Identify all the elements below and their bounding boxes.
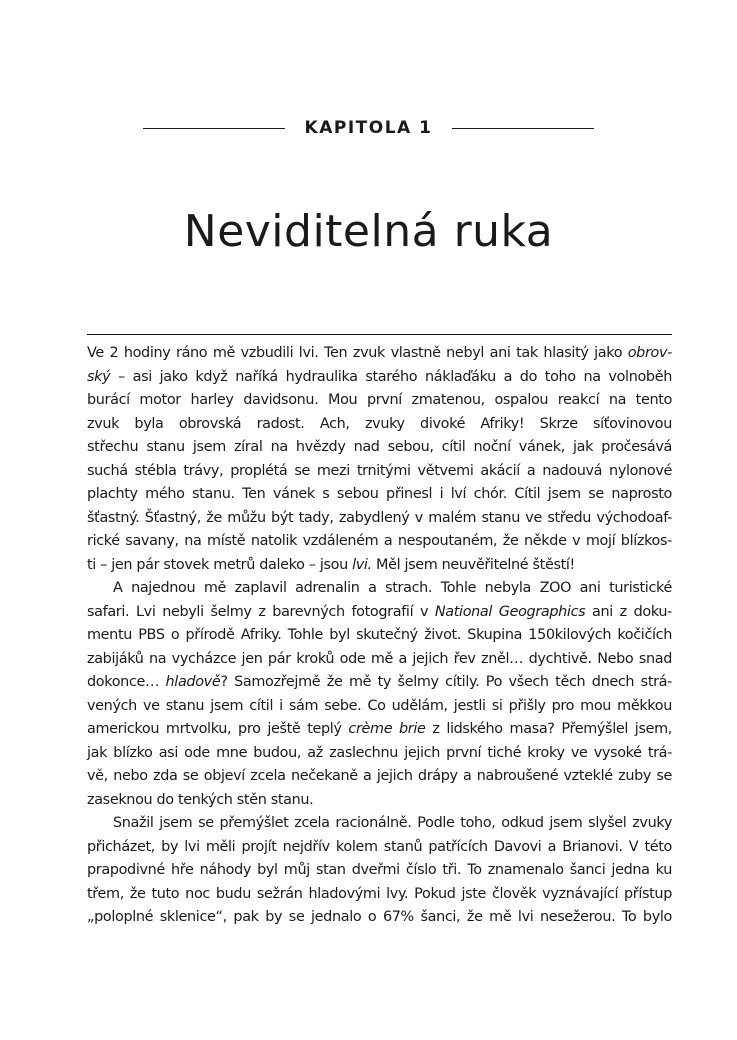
italic-text: National Geographics <box>434 603 586 620</box>
paragraph <box>87 342 672 577</box>
text-line <box>87 718 672 742</box>
text-segment: zaseknou do tenkých stěn stanu. <box>87 791 314 808</box>
chapter-label: KAPITOLA 1 <box>304 118 433 138</box>
text-segment: „poloplné sklenice“, pak by se jednalo o 67% šanci, že mě lvi nesežerou. To bylo <box>87 909 672 925</box>
text-segment: Měl jsem neuvěřitelné štěstí! <box>371 556 575 573</box>
text-segment: safari. Lvi nebyli šelmy z barevných fotografií v <box>87 603 435 620</box>
text-segment: Snažil jsem se přemýšlet zcela racionálně. Podle toho, odkud jsem slyšel zvuky <box>113 815 672 831</box>
text-line <box>87 812 672 836</box>
chapter-header <box>0 117 737 139</box>
text-line <box>87 883 672 907</box>
text-line <box>87 765 672 789</box>
chapter-title: Neviditelná ruka <box>183 206 554 257</box>
text-segment: vě, nebo zda se objeví zcela nečekaně a jejich drápy a nabroušené vzteklé zuby se <box>87 768 672 784</box>
text-line <box>87 460 672 484</box>
body-text <box>87 342 672 930</box>
text-segment: z lidského masa? Přemýšlel jsem, <box>425 721 672 737</box>
paragraph <box>87 812 672 930</box>
text-segment: prapodivné hře náhody byl můj stan dveřmi číslo tři. To znamenalo šanci jedna ku <box>87 862 672 878</box>
text-segment: šťastný. Šťastný, že můžu být tady, zabydlený v malém stanu ve středu východoaf- <box>87 509 672 526</box>
text-line <box>87 554 672 578</box>
text-line <box>87 577 672 601</box>
text-segment: americkou mrtvolku, pro ještě teplý <box>87 721 349 737</box>
text-segment: ani z doku- <box>585 603 672 620</box>
italic-text: lvi. <box>352 556 372 573</box>
text-segment: – asi jako když naříká hydraulika starého náklaďáku a do toho na volnoběh <box>110 368 672 385</box>
chapter-rule-right <box>452 128 594 129</box>
text-segment: mentu PBS o přírodě Afriky. Tohle byl skutečný život. Skupina 150kilových kočičích <box>87 627 672 643</box>
text-segment: zvuk byla obrovská radost. Ach, zvuky divoké Afriky! Skrze síťovinovou <box>87 415 672 432</box>
text-segment: střechu stanu jsem zíral na hvězdy nad sebou, cítil noční vánek, jak pročesává <box>87 439 672 455</box>
text-line <box>87 671 672 695</box>
text-segment: Ve 2 hodiny ráno mě vzbudili lvi. Ten zvuk vlastně nebyl ani tak hlasitý jako <box>87 345 628 361</box>
italic-text: obrov- <box>627 345 672 361</box>
text-segment: ti – jen pár stovek metrů daleko – jsou <box>87 556 353 573</box>
text-line <box>87 624 672 648</box>
text-line <box>87 906 672 930</box>
italic-text: hladově <box>165 674 221 690</box>
text-line <box>87 530 672 554</box>
chapter-rule-left <box>143 128 285 129</box>
text-segment: suchá stébla trávy, proplétá se mezi trnitými větvemi akácií a nadouvá nylonové <box>87 462 672 479</box>
text-line <box>87 648 672 672</box>
text-segment: A najednou mě zaplavil adrenalin a strach. Tohle nebyla ZOO ani turistické <box>113 580 672 596</box>
italic-text: ský <box>87 368 111 385</box>
text-line <box>87 436 672 460</box>
text-segment: dokonce… <box>87 674 166 690</box>
text-segment: burácí motor harley davidsonu. Mou první zmatenou, ospalou reakcí na tento <box>87 392 672 408</box>
text-line <box>87 366 672 390</box>
text-segment: třem, že tuto noc budu sežrán hladovými lvy. Pokud jste člověk vyznávající přístup <box>87 885 672 902</box>
text-segment: ? Samozřejmě že mě ty šelmy cítily. Po všech těch dnech strá- <box>220 674 672 690</box>
paragraph <box>87 577 672 812</box>
text-line <box>87 389 672 413</box>
text-segment: plachty mého stanu. Ten vánek s sebou přinesl i lví chór. Cítil jsem se naprosto <box>87 486 672 502</box>
text-line <box>87 413 672 437</box>
text-line <box>87 836 672 860</box>
text-segment: rické savany, na místě natolik vzdáleném a nespoutaném, že někde v mojí blízkos- <box>87 533 672 549</box>
text-segment: přicházet, by lvi měli projít nejdřív kolem stanů patřících Davovi a Brianovi. V této <box>87 838 672 855</box>
text-line <box>87 742 672 766</box>
text-line <box>87 859 672 883</box>
text-line <box>87 695 672 719</box>
text-line <box>87 789 672 813</box>
title-divider <box>87 334 672 335</box>
text-line <box>87 483 672 507</box>
text-line <box>87 342 672 366</box>
text-segment: jak blízko asi ode mne budou, až zaslechnu jejich první tiché kroky ve vysoké trá- <box>87 744 672 761</box>
text-line <box>87 507 672 531</box>
text-line <box>87 601 672 625</box>
italic-text: crème brie <box>348 721 426 737</box>
text-segment: vených ve stanu jsem cítil i sám sebe. Co udělám, jestli si přišly pro mou měkkou <box>87 697 672 714</box>
text-segment: zabijáků na vycházce jen pár kroků ode mě a jejich řev zněl… dychtivě. Nebo snad <box>87 650 672 667</box>
